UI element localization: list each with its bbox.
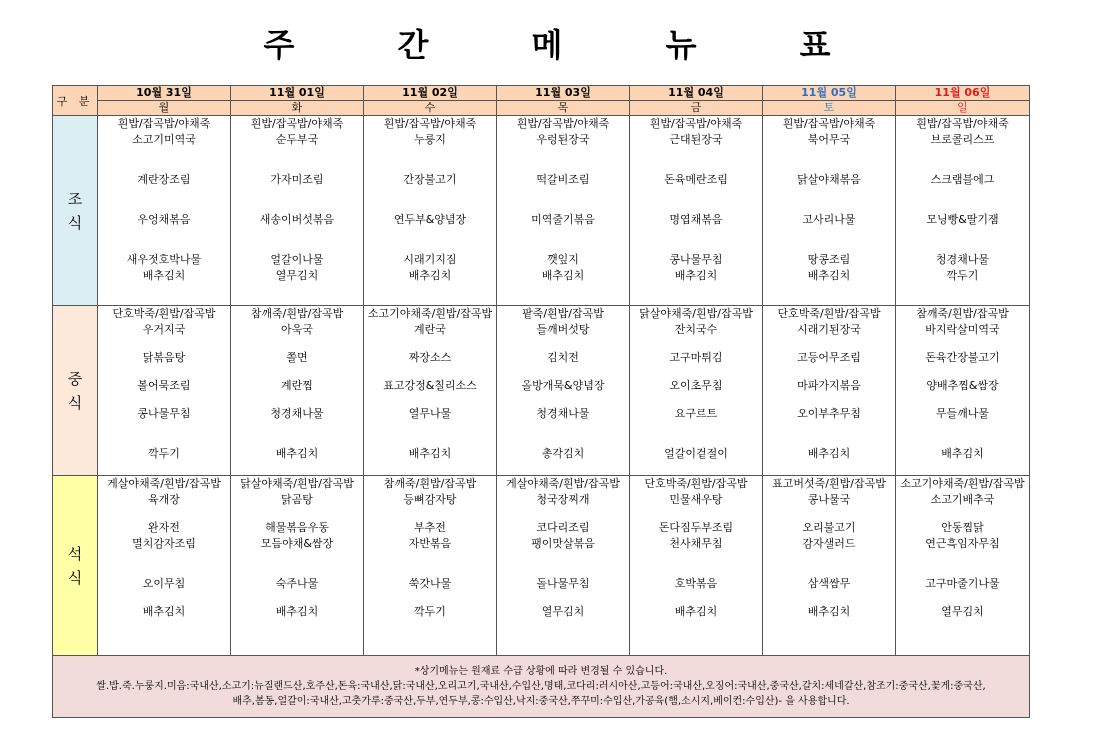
menu-item: 배추김치 (807, 269, 851, 282)
menu-item: 땅콩조림 (807, 253, 851, 266)
menu-item: 들깨버섯탕 (536, 323, 590, 336)
menu-item: 닭곰탕 (281, 493, 313, 506)
menu-item: 배추김치 (275, 447, 319, 460)
day-header-6 (896, 86, 1030, 116)
lunch-menu-cell (630, 306, 763, 476)
menu-item: 고구마줄기나물 (925, 577, 1000, 590)
menu-item: 흰밥/잡곡밥/야채죽 (117, 117, 211, 130)
menu-item: 간장불고기 (403, 173, 457, 186)
menu-item: 볼어묵조림 (137, 379, 191, 392)
dinner-menu-cell (497, 476, 630, 656)
menu-item: 양배추찜&쌈장 (926, 379, 999, 392)
day-header-4 (630, 86, 763, 116)
menu-item: 팥죽/흰밥/잡곡밥 (522, 307, 604, 320)
day-date: 11월 01일 (231, 86, 363, 101)
menu-item: 흰밥/잡곡밥/야채죽 (383, 117, 477, 130)
menu-item: 콩나물국 (807, 493, 851, 506)
dinner-row (53, 476, 1030, 656)
menu-item: 깻잎지 (547, 253, 579, 266)
menu-item: 모듬야채&쌈장 (260, 537, 334, 550)
menu-item: 소고기배추국 (930, 493, 995, 506)
menu-item: 돌나물무침 (536, 577, 590, 590)
menu-item: 브로콜리스프 (930, 133, 995, 146)
menu-item: 흰밥/잡곡밥/야채죽 (782, 117, 876, 130)
menu-item: 누룽지 (414, 133, 446, 146)
lunch-menu-cell (896, 306, 1030, 476)
breakfast-row (53, 116, 1030, 306)
breakfast-label (53, 116, 98, 306)
menu-item: 스크램블에그 (930, 173, 995, 186)
dinner-menu-cell (231, 476, 364, 656)
menu-item: 열무김치 (275, 269, 319, 282)
menu-item: 팽이맛살볶음 (531, 537, 595, 550)
menu-item: 닭살야채볶음 (797, 173, 861, 186)
menu-item: 참깨죽/흰밥/잡곡밥 (916, 307, 1009, 320)
menu-item: 멸치감자조림 (132, 537, 196, 550)
menu-item: 깍두기 (414, 605, 446, 618)
day-header-3 (497, 86, 630, 116)
menu-item: 명엽채볶음 (669, 213, 723, 226)
menu-item: 자반볶음 (408, 537, 452, 550)
menu-item: 깍두기 (946, 269, 979, 282)
menu-item: 시래기지짐 (403, 253, 457, 266)
menu-item: 얼갈이겉절이 (664, 447, 728, 460)
day-date: 11월 05일 (763, 86, 895, 101)
menu-item: 청경채나물 (270, 407, 324, 420)
menu-item: 코다리조림 (536, 521, 590, 534)
menu-item: 부추전 (414, 521, 446, 534)
menu-item: 얼갈이나물 (270, 253, 324, 266)
notice-line: *상기메뉴는 원재료 수급 상황에 따라 변경될 수 있습니다. (414, 666, 668, 677)
menu-item: 참깨죽/흰밥/잡곡밥 (250, 307, 344, 320)
menu-item: 등뼈감자탕 (403, 493, 457, 506)
menu-item: 고등어무조림 (797, 351, 861, 364)
menu-item: 계란국 (414, 323, 446, 336)
notice-line: 배추,봄동,얼갈이:국내산,고춧가루:중국산,두부,연두부,콩:수입산,낙지:중국산,쭈꾸미:수입산,가공육(햄,소시지,베이컨:수입산)- 을 사용합니다. (232, 696, 850, 707)
lunch-menu-cell (98, 306, 231, 476)
menu-item: 배추김치 (142, 605, 186, 618)
meal-label-char: 중 (67, 369, 83, 388)
menu-item: 연두부&양념장 (393, 213, 467, 226)
menu-item: 천사채무침 (669, 537, 723, 550)
breakfast-menu-cell (763, 116, 896, 306)
day-of-week: 일 (957, 101, 968, 114)
menu-item: 열무나물 (408, 407, 452, 420)
day-header-5 (763, 86, 896, 116)
menu-item: 표고버섯죽/흰밥/잡곡밥 (772, 477, 886, 490)
menu-item: 김치전 (547, 351, 579, 364)
menu-item: 배추김치 (674, 269, 718, 282)
menu-item: 단호박죽/흰밥/잡곡밥 (777, 307, 881, 320)
menu-item: 흰밥/잡곡밥/야채죽 (916, 117, 1009, 130)
menu-item: 계란찜 (281, 379, 313, 392)
menu-item: 새우젓호박나물 (126, 253, 202, 266)
menu-item: 청경채나물 (935, 253, 990, 266)
menu-item: 근대된장국 (669, 133, 723, 146)
menu-item: 완자전 (148, 521, 180, 534)
menu-item: 소고기야채죽/흰밥/잡곡밥 (367, 307, 493, 320)
menu-item: 총각김치 (541, 447, 585, 460)
menu-item: 고구마튀김 (669, 351, 723, 364)
day-of-week: 토 (823, 101, 835, 114)
menu-item: 시래기된장국 (797, 323, 861, 336)
menu-item: 마파가지볶음 (797, 379, 861, 392)
day-of-week: 금 (690, 101, 702, 114)
menu-item: 짜장소스 (408, 351, 452, 364)
day-of-week: 월 (158, 101, 170, 114)
breakfast-menu-cell (364, 116, 497, 306)
menu-item: 요구르트 (674, 407, 718, 420)
menu-item: 숙주나물 (275, 577, 319, 590)
menu-item: 연근흑임자무침 (925, 537, 1000, 550)
day-date: 11월 03일 (497, 86, 629, 101)
breakfast-menu-cell (630, 116, 763, 306)
menu-item: 단호박죽/흰밥/잡곡밥 (644, 477, 748, 490)
menu-item: 새송이버섯볶음 (259, 213, 335, 226)
day-of-week: 화 (291, 101, 303, 114)
menu-item: 흰밥/잡곡밥/야채죽 (250, 117, 344, 130)
meal-label-char: 석 (67, 544, 83, 563)
lunch-row (53, 306, 1030, 476)
menu-item: 닭살야채죽/흰밥/잡곡밥 (639, 307, 753, 320)
menu-item: 배추김치 (541, 269, 585, 282)
menu-item: 소고기미역국 (132, 133, 196, 146)
menu-item: 북어무국 (807, 133, 851, 146)
menu-item: 닭살야채죽/흰밥/잡곡밥 (240, 477, 354, 490)
menu-item: 배추김치 (941, 447, 984, 460)
menu-item: 미역줄기볶음 (531, 213, 595, 226)
page-title: 주 간 메 뉴 표 (263, 26, 877, 64)
note-row (53, 656, 1030, 718)
menu-item: 돈육간장불고기 (925, 351, 1000, 364)
menu-item: 콩나물무침 (137, 407, 191, 420)
day-date: 11월 04일 (630, 86, 762, 101)
notice-text (53, 656, 1030, 718)
meal-label-char: 식 (67, 568, 83, 587)
day-header-0 (98, 86, 231, 116)
menu-item: 고사리나물 (802, 213, 856, 226)
notice-line: 쌀.밥.죽.누룽지.미음:국내산,소고기:뉴질랜드산,호주산,돈육:국내산,닭:국내산,오리고기,국내산,수입산,명태,코다리:러시아산,고등어:국내산,오징어:국내산,중국산,갈치:세네갈산,참조기:중국산,꽃게:중국산, (96, 681, 986, 692)
menu-item: 모닝빵&딸기잼 (926, 213, 999, 226)
breakfast-menu-cell (497, 116, 630, 306)
menu-item: 배추김치 (674, 605, 718, 618)
day-date: 10월 31일 (98, 86, 230, 101)
menu-item: 오이부추무침 (797, 407, 861, 420)
menu-item: 무들깨나물 (935, 407, 990, 420)
menu-item: 계란장조림 (137, 173, 191, 186)
menu-item: 쑥갓나물 (408, 577, 452, 590)
lunch-menu-cell (497, 306, 630, 476)
lunch-label (53, 306, 98, 476)
menu-item: 민물새우탕 (669, 493, 723, 506)
header-row (53, 86, 1030, 116)
dinner-menu-cell (98, 476, 231, 656)
breakfast-menu-cell (231, 116, 364, 306)
day-header-2 (364, 86, 497, 116)
menu-item: 흰밥/잡곡밥/야채죽 (649, 117, 743, 130)
menu-item: 쫄면 (286, 351, 308, 364)
menu-item: 배추김치 (807, 447, 851, 460)
menu-item: 오리불고기 (802, 521, 856, 534)
menu-item: 삼색쌈무 (807, 577, 851, 590)
menu-item: 청국장찌개 (536, 493, 590, 506)
day-date: 11월 02일 (364, 86, 496, 101)
breakfast-menu-cell (98, 116, 231, 306)
menu-item: 콩나물무침 (669, 253, 723, 266)
dinner-label (53, 476, 98, 656)
menu-item: 배추김치 (275, 605, 319, 618)
menu-item: 흰밥/잡곡밥/야채죽 (516, 117, 610, 130)
menu-item: 호박볶음 (674, 577, 718, 590)
dinner-menu-cell (763, 476, 896, 656)
menu-item: 해물볶음우동 (265, 521, 329, 534)
breakfast-menu-cell (896, 116, 1030, 306)
menu-item: 안동찜닭 (941, 521, 984, 534)
menu-item: 배추김치 (408, 447, 452, 460)
meal-label-char: 조 (67, 189, 83, 208)
menu-item: 돈다짐두부조림 (658, 521, 734, 534)
meal-label-char: 식 (67, 393, 83, 412)
meal-label-char: 식 (67, 213, 83, 232)
menu-item: 순두부국 (275, 133, 319, 146)
menu-item: 열무김치 (541, 605, 585, 618)
menu-item: 청경채나물 (536, 407, 590, 420)
menu-item: 떡갈비조림 (536, 173, 590, 186)
menu-item: 열무김치 (941, 605, 984, 618)
menu-item: 아욱국 (281, 323, 313, 336)
menu-item: 배추김치 (408, 269, 452, 282)
menu-item: 소고기야채죽/흰밥/잡곡밥 (900, 477, 1025, 490)
dinner-menu-cell (630, 476, 763, 656)
header-label: 구 분 (53, 86, 98, 116)
day-of-week: 목 (557, 101, 569, 114)
menu-item: 게살야채죽/흰밥/잡곡밥 (107, 477, 221, 490)
lunch-menu-cell (231, 306, 364, 476)
menu-item: 바지락살미역국 (925, 323, 1000, 336)
menu-item: 우엉채볶음 (137, 213, 191, 226)
weekly-menu-table (52, 85, 1030, 718)
menu-item: 깍두기 (148, 447, 180, 460)
menu-item: 오이초무침 (669, 379, 723, 392)
menu-item: 올방개묵&양념장 (521, 379, 605, 392)
day-header-1 (231, 86, 364, 116)
menu-item: 참깨죽/흰밥/잡곡밥 (383, 477, 477, 490)
menu-item: 배추김치 (807, 605, 851, 618)
dinner-menu-cell (364, 476, 497, 656)
menu-item: 닭볶음탕 (142, 351, 186, 364)
day-of-week: 수 (424, 101, 436, 114)
menu-item: 감자샐러드 (802, 537, 856, 550)
menu-item: 우거지국 (142, 323, 186, 336)
lunch-menu-cell (763, 306, 896, 476)
menu-item: 배추김치 (142, 269, 186, 282)
menu-item: 게살야채죽/흰밥/잡곡밥 (506, 477, 620, 490)
menu-item: 우렁된장국 (536, 133, 590, 146)
menu-item: 단호박죽/흰밥/잡곡밥 (112, 307, 216, 320)
menu-item: 잔치국수 (674, 323, 718, 336)
menu-item: 표고강정&칠리소스 (383, 379, 477, 392)
menu-item: 육개장 (148, 493, 180, 506)
day-date: 11월 06일 (896, 86, 1029, 101)
dinner-menu-cell (896, 476, 1030, 656)
menu-item: 돈육메란조림 (664, 173, 728, 186)
menu-item: 가자미조림 (270, 173, 324, 186)
menu-item: 오이무침 (142, 577, 186, 590)
lunch-menu-cell (364, 306, 497, 476)
